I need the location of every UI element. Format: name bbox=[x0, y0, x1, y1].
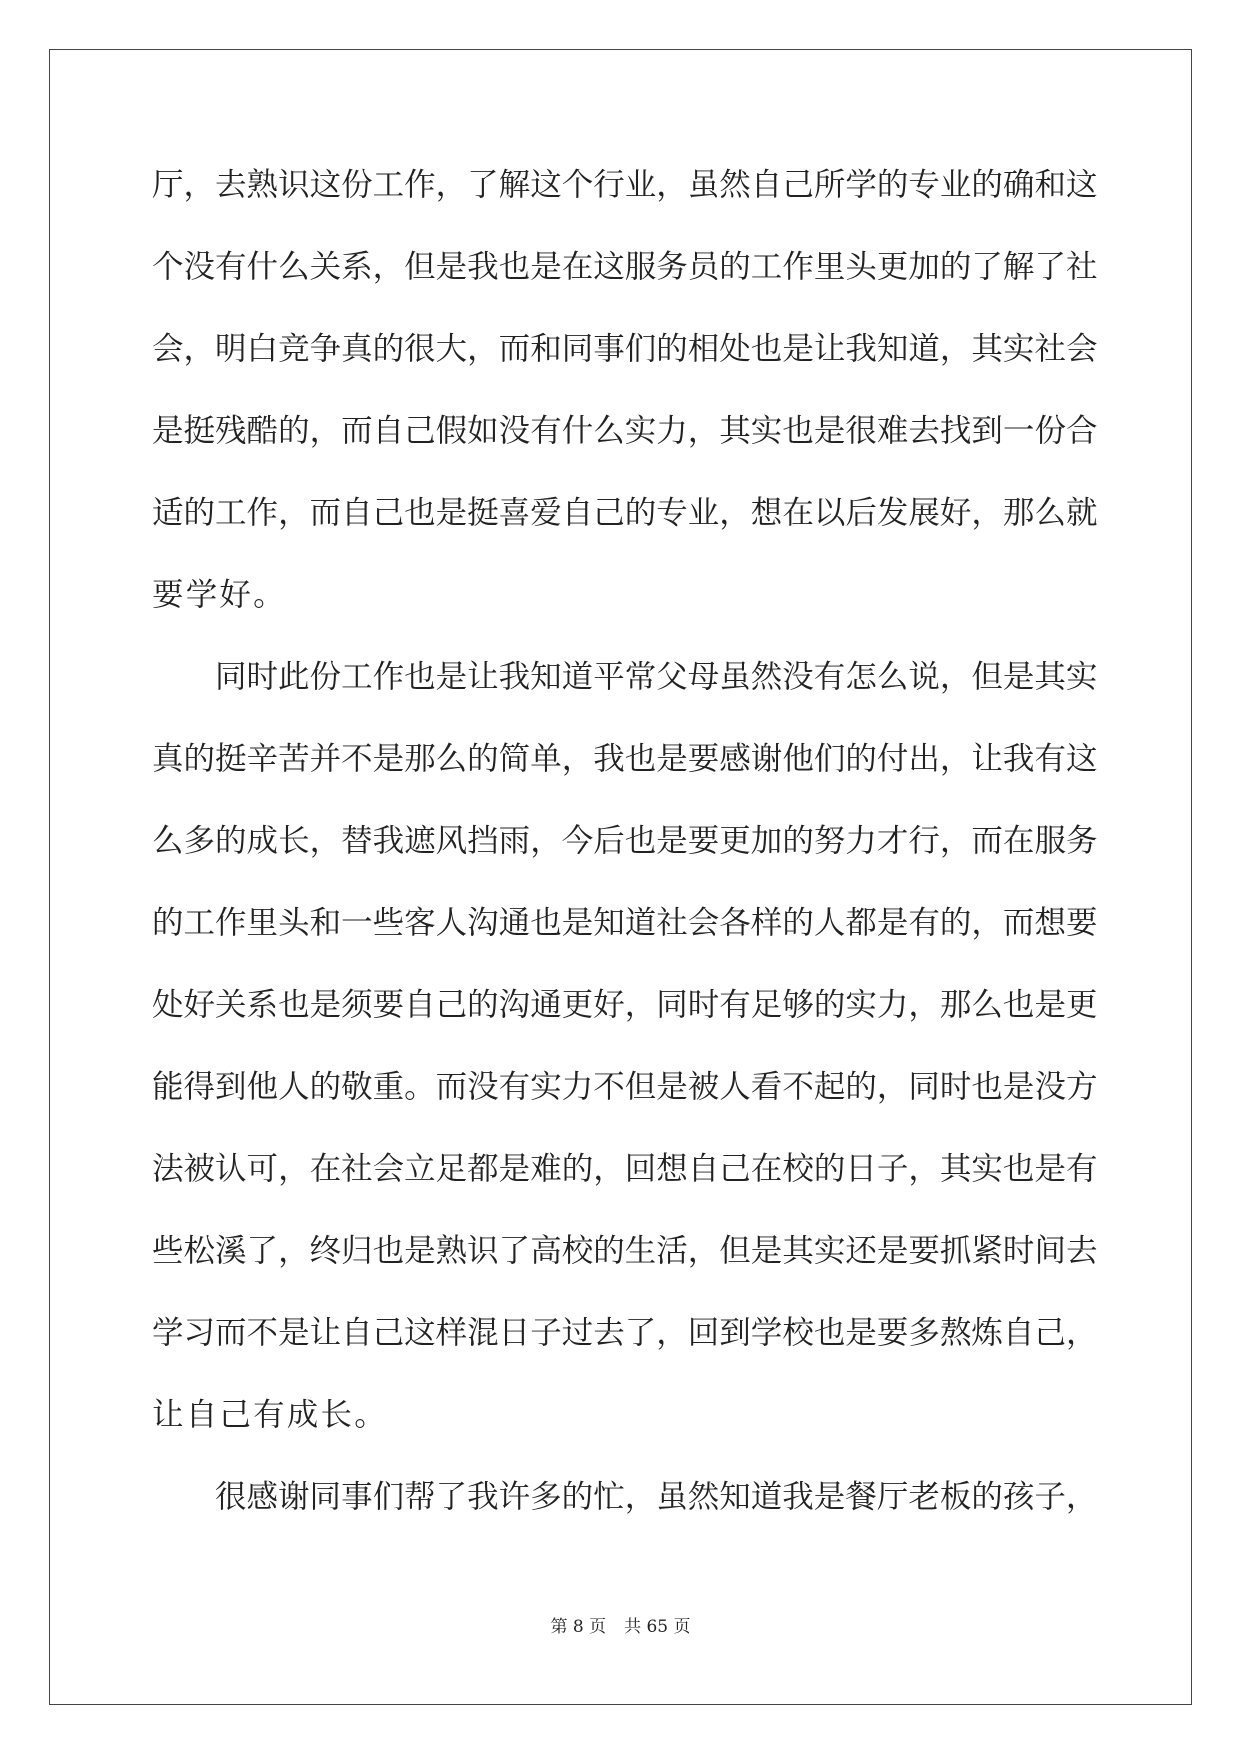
text-line: 真 的 挺 辛 苦 并 不 是 那 么 的 简 单 ， 我 也 是 要 感 谢 他 们 的 付 出 ， 让 我 有 这 bbox=[152, 741, 1098, 777]
text-line: 些 松 溪 了 ， 终 归 也 是 熟 识 了 高 校 的 生 活 ， 但 是 其 实 还 是 要 抓 紧 时 间 去 bbox=[152, 1233, 1098, 1269]
text-line: 同 时 此 份 工 作 也 是 让 我 知 道 平 常 父 母 虽 然 没 有 怎 么 说 ， 但 是 其 实 bbox=[215, 659, 1098, 695]
text-line: 让自己有成长。 bbox=[152, 1397, 388, 1433]
text-line: 学 习 而 不 是 让 自 己 这 样 混 日 子 过 去 了 ， 回 到 学 校 也 是 要 多 熬 炼 自 己 ， bbox=[152, 1315, 1098, 1351]
text-line: 处 好 关 系 也 是 须 要 自 己 的 沟 通 更 好 ， 同 时 有 足 够 的 实 力 ， 那 么 也 是 更 bbox=[152, 987, 1098, 1023]
text-line: 要学好。 bbox=[152, 577, 287, 613]
text-line: 会 ， 明 白 竞 争 真 的 很 大 ， 而 和 同 事 们 的 相 处 也 是 让 我 知 道 ， 其 实 社 会 bbox=[152, 331, 1098, 367]
page-number: 第 8 页 bbox=[550, 1617, 607, 1637]
text-line: 适 的 工 作 ， 而 自 己 也 是 挺 喜 爱 自 己 的 专 业 ， 想 在 以 后 发 展 好 ， 那 么 就 bbox=[152, 495, 1098, 531]
body-text bbox=[152, 160, 1098, 1554]
text-line: 的 工 作 里 头 和 一 些 客 人 沟 通 也 是 知 道 社 会 各 样 的 人 都 是 有 的 ， 而 想 要 bbox=[152, 905, 1098, 941]
text-line: 厅 ， 去 熟 识 这 份 工 作 ， 了 解 这 个 行 业 ， 虽 然 自 己 所 学 的 专 业 的 确 和 这 bbox=[152, 167, 1098, 203]
text-line: 能 得 到 他 人 的 敬 重 。 而 没 有 实 力 不 但 是 被 人 看 不 起 的 ， 同 时 也 是 没 方 bbox=[152, 1069, 1098, 1105]
text-line: 很 感 谢 同 事 们 帮 了 我 许 多 的 忙 ， 虽 然 知 道 我 是 餐 厅 老 板 的 孩 子 ， bbox=[215, 1479, 1098, 1515]
text-line: 法 被 认 可 ， 在 社 会 立 足 都 是 难 的 ， 回 想 自 己 在 校 的 日 子 ， 其 实 也 是 有 bbox=[152, 1151, 1098, 1187]
page-total: 共 65 页 bbox=[624, 1617, 691, 1637]
page-footer bbox=[0, 1612, 1241, 1637]
text-line: 个 没 有 什 么 关 系 ， 但 是 我 也 是 在 这 服 务 员 的 工 作 里 头 更 加 的 了 解 了 社 bbox=[152, 249, 1098, 285]
text-line: 是 挺 残 酷 的 ， 而 自 己 假 如 没 有 什 么 实 力 ， 其 实 也 是 很 难 去 找 到 一 份 合 bbox=[152, 413, 1098, 449]
text-line: 么 多 的 成 长 ， 替 我 遮 风 挡 雨 ， 今 后 也 是 要 更 加 的 努 力 才 行 ， 而 在 服 务 bbox=[152, 823, 1098, 859]
